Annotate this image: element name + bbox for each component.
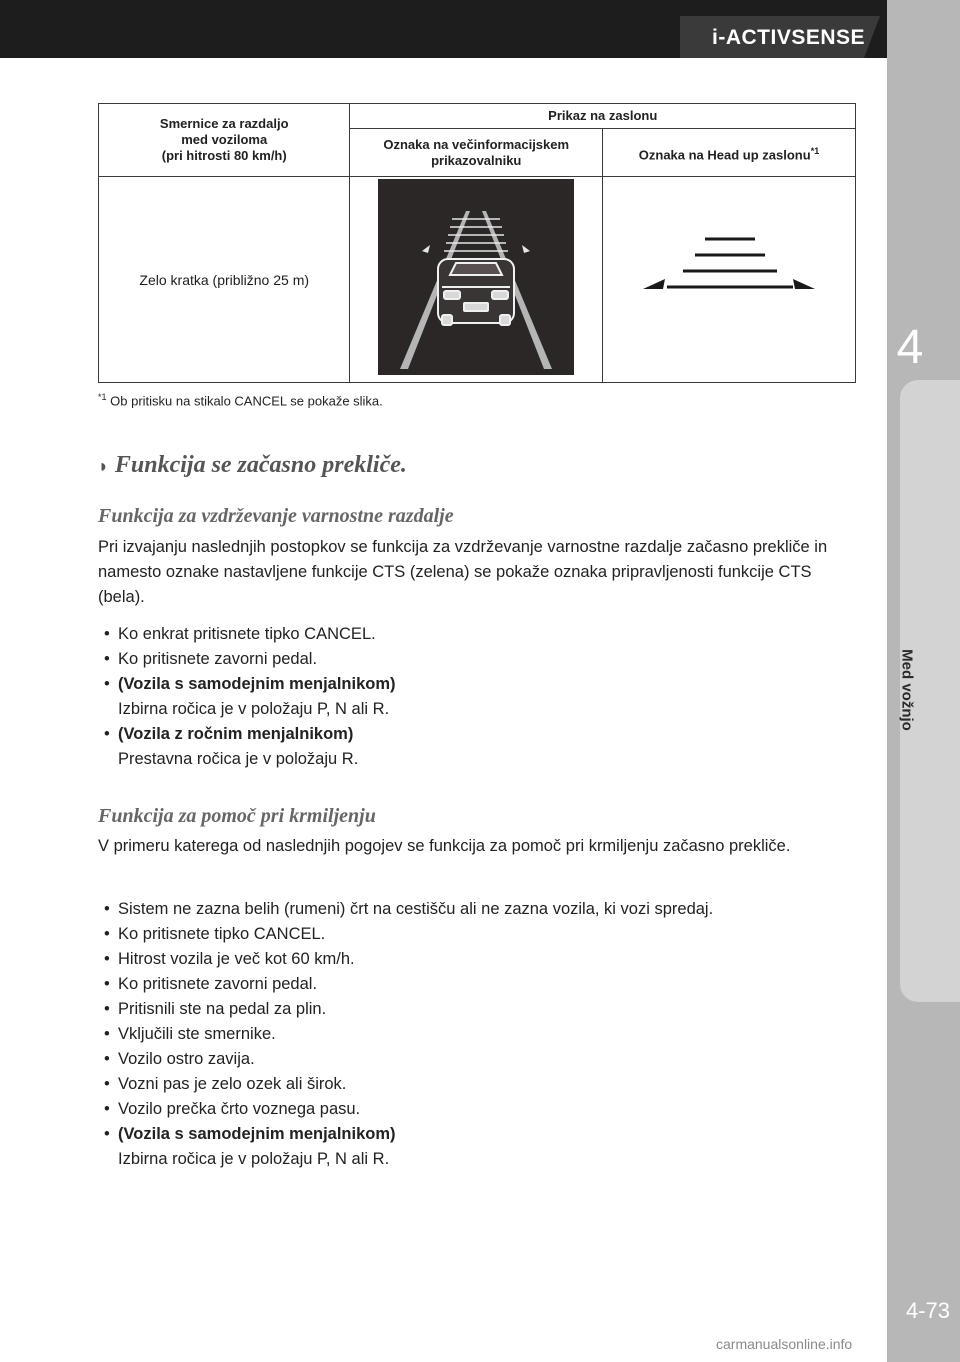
hud-distance-bars <box>667 239 793 287</box>
hud-display-illustration <box>603 217 855 337</box>
hud-header-text: Oznaka na Head up zaslonu <box>638 146 811 162</box>
chapter-number: 4 <box>896 321 924 374</box>
list-item-text: Ko pritisnete zavorni pedal. <box>118 650 318 668</box>
section-marker-icon: ◗ <box>98 456 109 476</box>
hud-left-arrow-icon <box>643 279 665 289</box>
hud-header-note: *1 <box>810 145 820 156</box>
distance-cell: Zelo kratka (približno 25 m) <box>99 177 350 383</box>
subsection-intro: Pri izvajanju naslednjih postopkov se funkcija za vzdrževanje varnostne razdalje začasno prekliče in namesto oznake nastavljene funkcije CTS (zelena) se pokaže oznaka pripravljenosti funkcije CTS (bela). <box>98 538 828 606</box>
list-item-text: (Vozila s samodejnim menjalnikom) <box>118 1125 396 1143</box>
multi-info-header <box>350 129 603 177</box>
display-header: Prikaz na zaslonu <box>350 104 856 129</box>
footnote-text: Ob pritisku na stikalo CANCEL se pokaže slika. <box>110 393 383 409</box>
list-item: • Ko pritisnete zavorni pedal. <box>104 650 318 668</box>
guideline-header-line: Smernice za razdaljo <box>159 116 289 131</box>
subsection-intro: V primeru katerega od naslednjih pogojev se funkcija za pomoč pri krmiljenju začasno prekliče. <box>98 837 791 855</box>
chapter-label: Med vožnjo <box>898 649 916 731</box>
multi-info-header-line: prikazovalniku <box>431 152 522 168</box>
multi-info-header-line: Oznaka na večinformacijskem <box>383 136 570 152</box>
guideline-header <box>99 104 350 177</box>
hud-header <box>603 129 856 177</box>
section-header-title: i-ACTIVSENSE <box>712 26 866 49</box>
list-item: • Ko pritisnete zavorni pedal. <box>104 975 318 993</box>
distance-table <box>98 103 856 383</box>
list-item-text: Vozilo ostro zavija. <box>118 1050 255 1068</box>
multi-info-display-illustration <box>378 179 574 375</box>
hud-right-arrow-icon <box>793 279 815 289</box>
list-item-subtext: Izbirna ročica je v položaju P, N ali R. <box>118 1150 390 1168</box>
list-item: • Ko pritisnete tipko CANCEL. <box>104 925 326 943</box>
list-item-text: Sistem ne zazna belih (rumeni) črt na cestišču ali ne zazna vozila, ki vozi spredaj. <box>118 900 714 918</box>
list-item: • Hitrost vozila je več kot 60 km/h. <box>104 950 355 968</box>
hud-display-cell <box>603 177 856 383</box>
list-item-text: Ko pritisnete zavorni pedal. <box>118 975 318 993</box>
list-item: • Vozni pas je zelo ozek ali širok. <box>104 1075 347 1093</box>
chapter-label-wrap <box>895 630 919 750</box>
watermark: carmanualsonline.info <box>716 1336 853 1352</box>
list-item-text: (Vozila s samodejnim menjalnikom) <box>118 675 396 693</box>
list-item-text: Pritisnili ste na pedal za plin. <box>118 1000 327 1018</box>
guideline-header-line: med voziloma <box>181 132 268 147</box>
list-item: • Vozilo ostro zavija. <box>104 1050 255 1068</box>
list-item-subtext: Izbirna ročica je v položaju P, N ali R. <box>118 700 390 718</box>
list-item: • (Vozila s samodejnim menjalnikom) Izbirna ročica je v položaju P, N ali R. <box>104 672 864 722</box>
section-title <box>98 452 407 479</box>
list-item-text: Vozni pas je zelo ozek ali širok. <box>118 1075 347 1093</box>
list-item-text: Vključili ste smernike. <box>118 1025 276 1043</box>
guideline-header-line: (pri hitrosti 80 km/h) <box>161 148 287 163</box>
list-item-text: (Vozila z ročnim menjalnikom) <box>118 725 354 743</box>
list-item: • Ko enkrat pritisnete tipko CANCEL. <box>104 625 376 643</box>
list-item-text: Ko pritisnete tipko CANCEL. <box>118 925 326 943</box>
car-rear-icon <box>438 259 514 325</box>
list-item: • Sistem ne zazna belih (rumeni) črt na cestišču ali ne zazna vozila, ki vozi spredaj. <box>104 900 714 918</box>
subsection-list <box>104 897 864 1172</box>
section-title-text: Funkcija se začasno prekliče. <box>114 452 407 478</box>
page-number: 4-73 <box>905 1298 950 1323</box>
list-item-text: Ko enkrat pritisnete tipko CANCEL. <box>118 625 376 643</box>
multi-info-display-cell <box>350 177 603 383</box>
list-item: • Vključili ste smernike. <box>104 1025 276 1043</box>
footnote-mark: *1 <box>98 392 107 402</box>
list-item: • (Vozila s samodejnim menjalnikom) Izbirna ročica je v položaju P, N ali R. <box>104 1122 864 1172</box>
list-item-text: Vozilo prečka črto voznega pasu. <box>118 1100 361 1118</box>
subsection-title: Funkcija za vzdrževanje varnostne razdalje <box>98 505 454 527</box>
list-item: • (Vozila z ročnim menjalnikom) Prestavna ročica je v položaju R. <box>104 722 864 772</box>
subsection-title: Funkcija za pomoč pri krmiljenju <box>98 805 376 827</box>
list-item-text: Hitrost vozila je več kot 60 km/h. <box>118 950 355 968</box>
subsection-list <box>104 622 864 772</box>
list-item-subtext: Prestavna ročica je v položaju R. <box>118 750 359 768</box>
list-item: • Vozilo prečka črto voznega pasu. <box>104 1100 361 1118</box>
list-item: • Pritisnili ste na pedal za plin. <box>104 1000 327 1018</box>
footnote <box>98 392 383 408</box>
